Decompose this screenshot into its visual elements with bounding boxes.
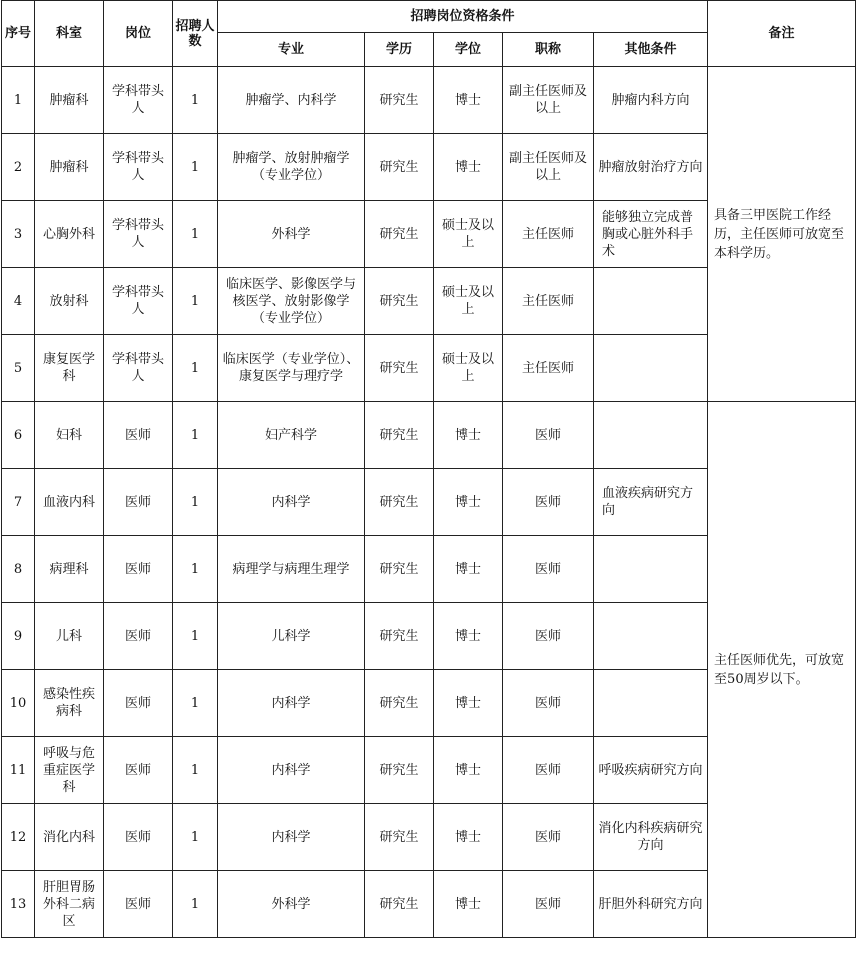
cell-dept: 肝胆胃肠外科二病区 (35, 871, 104, 938)
cell-major: 妇产科学 (218, 402, 365, 469)
cell-other (594, 402, 708, 469)
cell-seq: 7 (2, 469, 35, 536)
cell-title: 医师 (503, 804, 594, 871)
cell-major: 外科学 (218, 201, 365, 268)
recruitment-table (1, 0, 856, 938)
header-degree: 学位 (434, 33, 503, 67)
cell-degree: 硕士及以上 (434, 201, 503, 268)
cell-seq: 13 (2, 871, 35, 938)
cell-count: 1 (173, 67, 218, 134)
header-dept: 科室 (35, 1, 104, 67)
cell-dept: 肿瘤科 (35, 134, 104, 201)
cell-position: 学科带头人 (104, 335, 173, 402)
cell-education: 研究生 (365, 201, 434, 268)
cell-education: 研究生 (365, 737, 434, 804)
cell-dept: 心胸外科 (35, 201, 104, 268)
cell-degree: 博士 (434, 134, 503, 201)
cell-degree: 博士 (434, 402, 503, 469)
cell-major: 病理学与病理生理学 (218, 536, 365, 603)
cell-other (594, 268, 708, 335)
cell-title: 医师 (503, 536, 594, 603)
cell-major: 儿科学 (218, 603, 365, 670)
cell-position: 医师 (104, 603, 173, 670)
cell-education: 研究生 (365, 871, 434, 938)
cell-position: 学科带头人 (104, 201, 173, 268)
cell-count: 1 (173, 536, 218, 603)
cell-position: 医师 (104, 737, 173, 804)
cell-count: 1 (173, 134, 218, 201)
table-row (2, 67, 856, 134)
cell-dept: 肿瘤科 (35, 67, 104, 134)
cell-degree: 硕士及以上 (434, 268, 503, 335)
cell-count: 1 (173, 402, 218, 469)
cell-degree: 博士 (434, 469, 503, 536)
cell-count: 1 (173, 201, 218, 268)
cell-degree: 博士 (434, 603, 503, 670)
header-education: 学历 (365, 33, 434, 67)
cell-position: 医师 (104, 469, 173, 536)
cell-dept: 儿科 (35, 603, 104, 670)
cell-education: 研究生 (365, 268, 434, 335)
cell-seq: 11 (2, 737, 35, 804)
cell-major: 肿瘤学、放射肿瘤学（专业学位） (218, 134, 365, 201)
cell-education: 研究生 (365, 670, 434, 737)
cell-degree: 博士 (434, 871, 503, 938)
cell-seq: 4 (2, 268, 35, 335)
cell-title: 医师 (503, 670, 594, 737)
cell-major: 内科学 (218, 469, 365, 536)
cell-seq: 8 (2, 536, 35, 603)
cell-other: 消化内科疾病研究方向 (594, 804, 708, 871)
cell-position: 医师 (104, 804, 173, 871)
table-row (2, 402, 856, 469)
table-header (2, 1, 856, 67)
header-position: 岗位 (104, 1, 173, 67)
header-qualifications: 招聘岗位资格条件 (218, 1, 708, 33)
cell-position: 学科带头人 (104, 134, 173, 201)
cell-education: 研究生 (365, 67, 434, 134)
header-other: 其他条件 (594, 33, 708, 67)
cell-position: 学科带头人 (104, 67, 173, 134)
remark-group-1: 具备三甲医院工作经历，主任医师可放宽至本科学历。 (708, 67, 856, 402)
cell-other: 肿瘤放射治疗方向 (594, 134, 708, 201)
cell-other (594, 335, 708, 402)
cell-position: 医师 (104, 536, 173, 603)
cell-count: 1 (173, 335, 218, 402)
cell-dept: 消化内科 (35, 804, 104, 871)
cell-title: 医师 (503, 469, 594, 536)
cell-degree: 博士 (434, 737, 503, 804)
cell-other (594, 536, 708, 603)
cell-count: 1 (173, 469, 218, 536)
cell-title: 医师 (503, 402, 594, 469)
cell-count: 1 (173, 268, 218, 335)
header-count: 招聘人数 (173, 1, 218, 67)
cell-title: 医师 (503, 871, 594, 938)
cell-count: 1 (173, 804, 218, 871)
cell-major: 内科学 (218, 670, 365, 737)
cell-seq: 12 (2, 804, 35, 871)
cell-other: 肝胆外科研究方向 (594, 871, 708, 938)
cell-seq: 6 (2, 402, 35, 469)
cell-other: 呼吸疾病研究方向 (594, 737, 708, 804)
table-body (2, 67, 856, 938)
remark-group-2: 主任医师优先，可放宽至50周岁以下。 (708, 402, 856, 938)
cell-position: 医师 (104, 670, 173, 737)
cell-education: 研究生 (365, 536, 434, 603)
cell-other (594, 603, 708, 670)
cell-other: 血液疾病研究方向 (594, 469, 708, 536)
cell-title: 主任医师 (503, 201, 594, 268)
cell-seq: 5 (2, 335, 35, 402)
cell-major: 肿瘤学、内科学 (218, 67, 365, 134)
cell-other: 肿瘤内科方向 (594, 67, 708, 134)
cell-count: 1 (173, 737, 218, 804)
cell-other: 能够独立完成普胸或心脏外科手术 (594, 201, 708, 268)
cell-seq: 3 (2, 201, 35, 268)
cell-seq: 2 (2, 134, 35, 201)
cell-seq: 1 (2, 67, 35, 134)
cell-education: 研究生 (365, 402, 434, 469)
cell-title: 副主任医师及以上 (503, 67, 594, 134)
cell-major: 临床医学（专业学位）、康复医学与理疗学 (218, 335, 365, 402)
cell-title: 副主任医师及以上 (503, 134, 594, 201)
cell-degree: 博士 (434, 536, 503, 603)
header-title: 职称 (503, 33, 594, 67)
cell-title: 主任医师 (503, 335, 594, 402)
cell-dept: 呼吸与危重症医学科 (35, 737, 104, 804)
cell-degree: 博士 (434, 67, 503, 134)
cell-dept: 感染性疾病科 (35, 670, 104, 737)
header-major: 专业 (218, 33, 365, 67)
cell-title: 医师 (503, 603, 594, 670)
cell-degree: 硕士及以上 (434, 335, 503, 402)
cell-education: 研究生 (365, 335, 434, 402)
cell-dept: 血液内科 (35, 469, 104, 536)
cell-major: 内科学 (218, 737, 365, 804)
cell-degree: 博士 (434, 670, 503, 737)
cell-seq: 10 (2, 670, 35, 737)
cell-count: 1 (173, 670, 218, 737)
cell-dept: 放射科 (35, 268, 104, 335)
cell-seq: 9 (2, 603, 35, 670)
cell-dept: 病理科 (35, 536, 104, 603)
cell-position: 学科带头人 (104, 268, 173, 335)
cell-degree: 博士 (434, 804, 503, 871)
cell-major: 临床医学、影像医学与核医学、放射影像学（专业学位） (218, 268, 365, 335)
header-seq: 序号 (2, 1, 35, 67)
cell-position: 医师 (104, 402, 173, 469)
cell-other (594, 670, 708, 737)
cell-count: 1 (173, 871, 218, 938)
cell-major: 外科学 (218, 871, 365, 938)
cell-title: 主任医师 (503, 268, 594, 335)
header-remark: 备注 (708, 1, 856, 67)
cell-education: 研究生 (365, 603, 434, 670)
cell-title: 医师 (503, 737, 594, 804)
cell-education: 研究生 (365, 134, 434, 201)
cell-major: 内科学 (218, 804, 365, 871)
cell-dept: 康复医学科 (35, 335, 104, 402)
cell-education: 研究生 (365, 469, 434, 536)
cell-education: 研究生 (365, 804, 434, 871)
cell-dept: 妇科 (35, 402, 104, 469)
cell-position: 医师 (104, 871, 173, 938)
cell-count: 1 (173, 603, 218, 670)
